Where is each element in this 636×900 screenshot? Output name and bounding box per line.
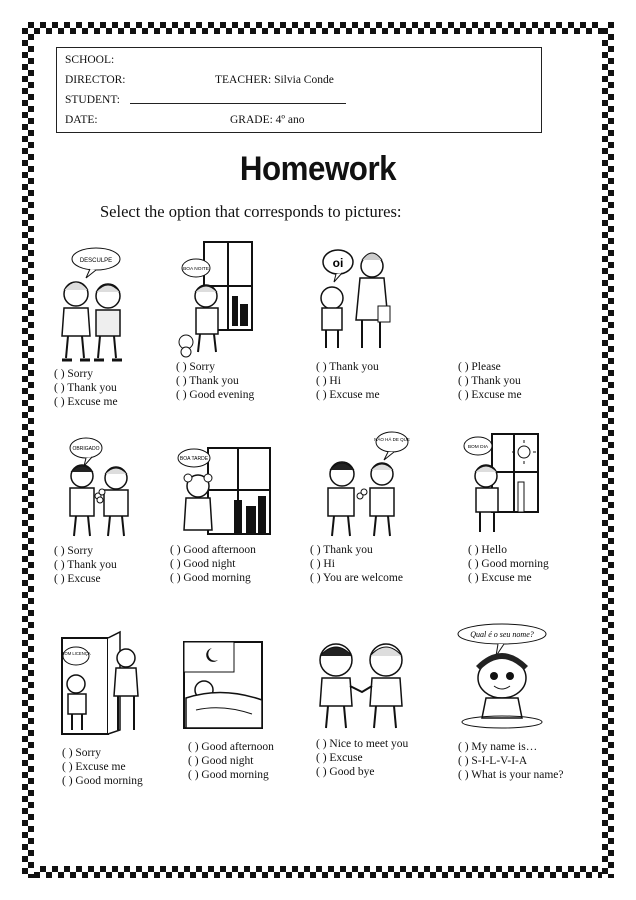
question-9-options	[62, 746, 143, 788]
option[interactable]: ( ) Excuse me	[468, 572, 532, 584]
question-5-options	[54, 544, 117, 586]
question-10-options	[188, 740, 274, 782]
bubble-desculpe: DESCULPE	[79, 258, 113, 264]
option[interactable]: ( ) Good afternoon	[170, 544, 256, 556]
option[interactable]: ( ) Please	[458, 361, 501, 373]
school-label: SCHOOL:	[65, 54, 115, 66]
option[interactable]: ( ) Thank you	[458, 375, 521, 387]
picture-good-evening	[178, 240, 254, 358]
option[interactable]: ( ) Good evening	[176, 389, 255, 401]
question-7-options	[310, 543, 403, 585]
option[interactable]: ( ) Excuse me	[316, 389, 380, 401]
student-name-line[interactable]	[130, 103, 346, 104]
option[interactable]: ( ) Excuse	[316, 752, 363, 764]
question-6-options	[170, 543, 256, 585]
student-label: STUDENT:	[65, 94, 121, 106]
picture-whats-your-name	[446, 622, 558, 734]
bubble-obrigado: OBRIGADO	[72, 446, 100, 452]
option[interactable]: ( ) Good night	[188, 755, 254, 767]
option[interactable]: ( ) Thank you	[54, 559, 117, 571]
option[interactable]: ( ) Hello	[468, 544, 507, 556]
picture-good-afternoon	[176, 446, 272, 536]
option[interactable]: ( ) Sorry	[54, 368, 93, 380]
option[interactable]: ( ) Nice to meet you	[316, 738, 409, 750]
option[interactable]: ( ) Good morning	[468, 558, 549, 570]
page-title: Homework	[239, 150, 397, 188]
bubble-bom-dia: BOM DIA	[467, 445, 489, 450]
picture-thank-you	[62, 432, 142, 542]
option[interactable]: ( ) Good morning	[170, 572, 251, 584]
date-label: DATE:	[65, 114, 98, 126]
question-4-options	[458, 360, 522, 402]
question-2-options	[176, 360, 254, 402]
header-box	[56, 47, 542, 133]
instruction-text: Select the option that corresponds to pictures:	[100, 202, 402, 221]
option[interactable]: ( ) Sorry	[54, 545, 93, 557]
option[interactable]: ( ) Good night	[170, 558, 236, 570]
question-12-options	[458, 740, 564, 782]
picture-good-morning	[462, 432, 542, 540]
option[interactable]: ( ) Sorry	[62, 747, 101, 759]
option[interactable]: ( ) Good morning	[188, 769, 269, 781]
option[interactable]: ( ) S-I-L-V-I-A	[458, 755, 528, 767]
school-row	[65, 54, 114, 66]
bubble-com-licenca: COM LICENÇA	[61, 651, 91, 656]
option[interactable]: ( ) Sorry	[176, 361, 215, 373]
option[interactable]: ( ) You are welcome	[310, 572, 403, 584]
bubble-nao-ha-de-que: NÃO HÁ DE QUE	[374, 437, 410, 442]
option[interactable]: ( ) What is your name?	[458, 769, 564, 781]
question-8-options	[468, 543, 549, 585]
option[interactable]: ( ) Hi	[316, 375, 341, 387]
question-11-options	[316, 737, 408, 779]
question-1-options	[54, 367, 118, 409]
picture-excuse-me	[58, 630, 142, 736]
picture-sorry	[52, 244, 132, 366]
option[interactable]: ( ) Excuse me	[62, 761, 126, 773]
option[interactable]: ( ) Excuse me	[54, 396, 118, 408]
option[interactable]: ( ) Excuse me	[458, 389, 522, 401]
picture-nice-to-meet-you	[314, 640, 410, 732]
option[interactable]: ( ) Thank you	[176, 375, 239, 387]
option[interactable]: ( ) Thank you	[54, 382, 117, 394]
option[interactable]: ( ) Good afternoon	[188, 741, 274, 753]
option[interactable]: ( ) Good bye	[316, 766, 375, 778]
border-bottom	[22, 866, 614, 878]
picture-hi	[316, 244, 396, 356]
picture-you-are-welcome	[322, 430, 412, 542]
option[interactable]: ( ) Hi	[310, 558, 335, 570]
bubble-boa-noite: BOA NOITE	[183, 267, 209, 272]
grade-label: GRADE: 4º ano	[230, 114, 305, 126]
bubble-oi: oi	[332, 256, 344, 270]
option[interactable]: ( ) Excuse	[54, 573, 101, 585]
option[interactable]: ( ) Good morning	[62, 775, 143, 787]
question-3-options	[316, 360, 380, 402]
bubble-boa-tarde: BOA TARDE	[179, 456, 209, 462]
teacher-label: TEACHER: Silvia Conde	[215, 74, 334, 86]
option[interactable]: ( ) Thank you	[310, 544, 373, 556]
bubble-qual-nome: Qual é o seu nome?	[470, 630, 534, 639]
option[interactable]: ( ) My name is…	[458, 741, 538, 753]
picture-good-night	[182, 640, 264, 730]
border-top	[22, 22, 614, 34]
option[interactable]: ( ) Thank you	[316, 361, 379, 373]
director-label: DIRECTOR:	[65, 74, 126, 86]
